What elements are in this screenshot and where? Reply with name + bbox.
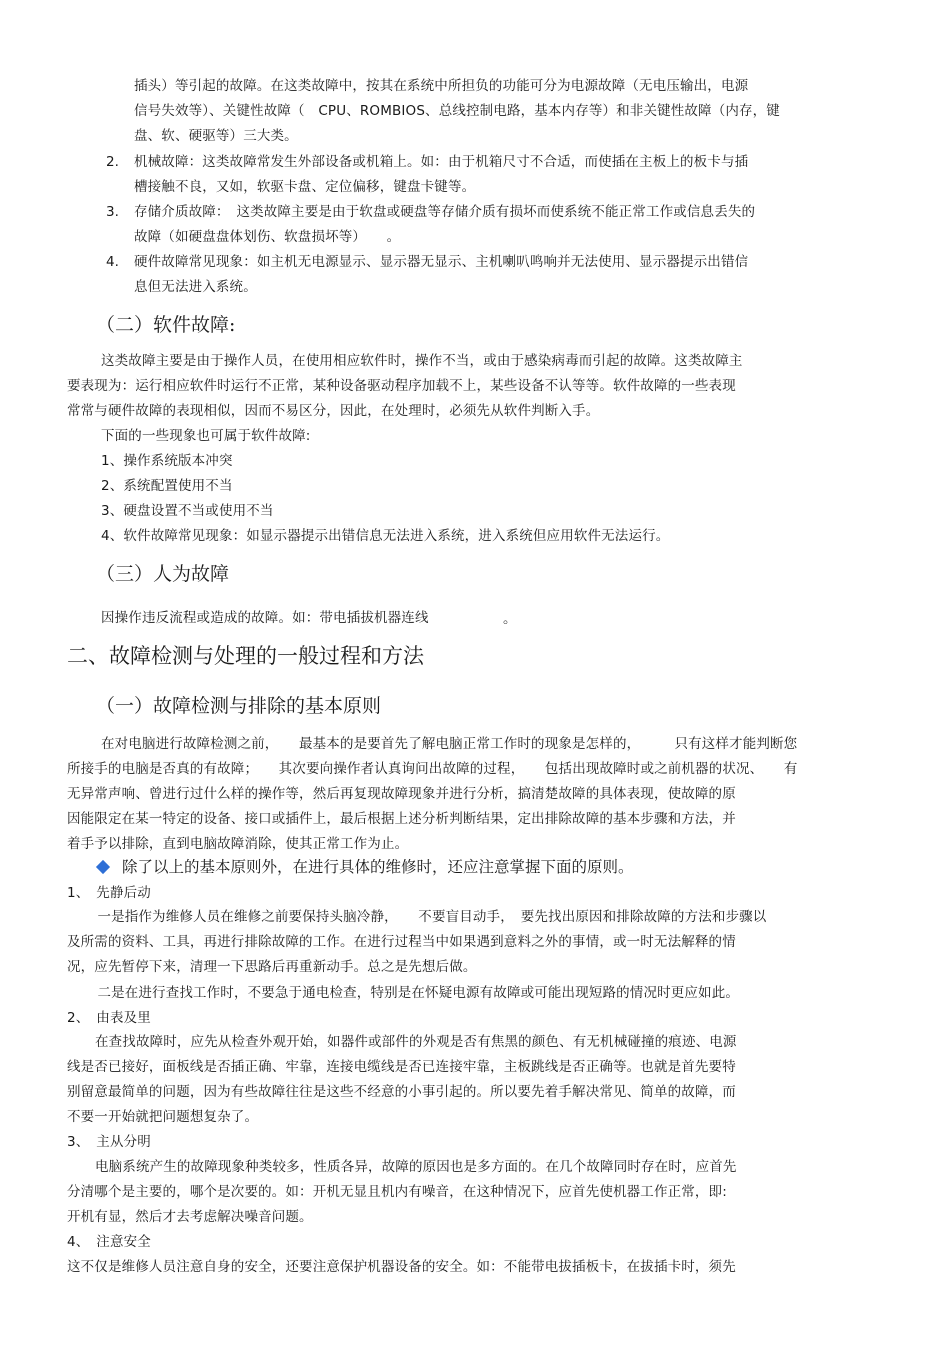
paragraph-tail: 。 bbox=[503, 611, 517, 627]
list-number: 2. bbox=[106, 154, 119, 170]
paragraph-line: 插头）等引起的故障。在这类故障中，按其在系统中所担负的功能可分为电源故障（无电压输出，电源 bbox=[134, 78, 749, 94]
list-item-line: 机械故障：这类故障常发生外部设备或机箱上。如：由于机箱尺寸不合适，而使插在主板上的板卡与插 bbox=[134, 154, 749, 170]
list-number: 3. bbox=[106, 204, 119, 220]
section-heading-human: （三）人为故障 bbox=[96, 563, 230, 585]
section-heading-software: （二）软件故障: bbox=[96, 314, 236, 336]
principle-title: 3、 主从分明 bbox=[67, 1134, 151, 1150]
list-item: 4、软件故障常见现象：如显示器提示出错信息无法进入系统，进入系统但应用软件无法运行。 bbox=[101, 528, 670, 544]
paragraph-line: 不要一开始就把问题想复杂了。 bbox=[67, 1109, 259, 1125]
list-item-line: 硬件故障常见现象：如主机无电源显示、显示器无显示、主机喇叭鸣响并无法使用、显示器提示出错信 bbox=[134, 254, 749, 270]
list-number: 4. bbox=[106, 254, 119, 270]
paragraph-line: 无异常声响、曾进行过什么样的操作等，然后再复现故障现象并进行分析，搞清楚故障的具体表现，使故障的原 bbox=[67, 786, 736, 802]
list-item: 1、操作系统版本冲突 bbox=[101, 453, 233, 469]
principle-title: 1、 先静后动 bbox=[67, 885, 151, 901]
paragraph-line: 一是指作为维修人员在维修之前要保持头脑冷静， 不要盲目动手， 要先找出原因和排除故障的方法和步骤以 bbox=[93, 909, 767, 925]
paragraph-line: 在对电脑进行故障检测之前， 最基本的是要首先了解电脑正常工作时的现象是怎样的， 只有这样才能判断您 bbox=[101, 736, 798, 752]
list-item-line: 槽接触不良，又如，软驱卡盘、定位偏移，键盘卡键等。 bbox=[134, 179, 476, 195]
section-heading-principles: （一）故障检测与排除的基本原则 bbox=[96, 695, 382, 717]
paragraph-line: 盘、软、硬驱等）三大类。 bbox=[134, 128, 298, 144]
paragraph-line: 别留意最简单的问题，因为有些故障往往是这些不经意的小事引起的。所以要先着手解决常见、简单的故障，而 bbox=[67, 1084, 736, 1100]
paragraph-line: 因操作违反流程或造成的故障。如：带电插拔机器连线 bbox=[101, 610, 429, 626]
paragraph-line: 及所需的资料、工具，再进行排除故障的工作。在进行过程当中如果遇到意料之外的事情，或一时无法解释的情 bbox=[67, 934, 736, 950]
diamond-bullet-icon bbox=[96, 860, 110, 874]
list-item-line: 存储介质故障： 这类故障主要是由于软盘或硬盘等存储介质有损坏而使系统不能正常工作或信息丢失的 bbox=[134, 204, 756, 220]
list-item-line: 息但无法进入系统。 bbox=[134, 279, 257, 295]
paragraph-line: 要表现为：运行相应软件时运行不正常，某种设备驱动程序加载不上，某些设备不认等等。软件故障的一些表现 bbox=[67, 378, 736, 394]
principle-title: 2、 由表及里 bbox=[67, 1010, 151, 1026]
chapter-heading: 二、故障检测与处理的一般过程和方法 bbox=[67, 644, 424, 668]
paragraph-line: 这类故障主要是由于操作人员，在使用相应软件时，操作不当，或由于感染病毒而引起的故障。这类故障主 bbox=[101, 353, 743, 369]
paragraph-line: 开机有显，然后才去考虑解决噪音问题。 bbox=[67, 1209, 313, 1225]
paragraph-line: 所接手的电脑是否真的有故障； 其次要向操作者认真询问出故障的过程， 包括出现故障时或之前机器的状况、 有 bbox=[67, 761, 798, 777]
paragraph-line: 电脑系统产生的故障现象种类较多，性质各异，故障的原因也是多方面的。在几个故障同时存在时，应首先 bbox=[95, 1159, 737, 1175]
paragraph-line: 着手予以排除，直到电脑故障消除，使其正常工作为止。 bbox=[67, 836, 409, 852]
list-item: 3、硬盘设置不当或使用不当 bbox=[101, 503, 274, 519]
paragraph-line: 在查找故障时，应先从检查外观开始，如器件或部件的外观是否有焦黑的颜色、有无机械碰撞的痕迹、电源 bbox=[95, 1034, 737, 1050]
list-item-line: 故障（如硬盘盘体划伤、软盘损坏等） 。 bbox=[134, 229, 401, 245]
paragraph-line: 况，应先暂停下来，清理一下思路后再重新动手。总之是先想后做。 bbox=[67, 959, 477, 975]
paragraph-line: 信号失效等）、关键性故障（ CPU、ROMBIOS、总线控制电路，基本内存等）和非关键性故障（内存，键 bbox=[134, 103, 780, 119]
list-item: 2、系统配置使用不当 bbox=[101, 478, 233, 494]
paragraph-line: 这不仅是维修人员注意自身的安全，还要注意保护机器设备的安全。如：不能带电拔插板卡，在拔插卡时，须先 bbox=[67, 1259, 736, 1275]
paragraph-line: 常常与硬件故障的表现相似，因而不易区分，因此，在处理时，必须先从软件判断入手。 bbox=[67, 403, 600, 419]
bullet-text: 除了以上的基本原则外，在进行具体的维修时，还应注意掌握下面的原则。 bbox=[122, 858, 634, 876]
paragraph-line: 线是否已接好，面板线是否插正确、牢靠，连接电缆线是否已连接牢靠，主板跳线是否正确等。也就是首先要特 bbox=[67, 1059, 736, 1075]
paragraph-line: 下面的一些现象也可属于软件故障: bbox=[101, 428, 311, 444]
paragraph-line: 二是在进行查找工作时，不要急于通电检查，特别是在怀疑电源有故障或可能出现短路的情况时更应如此。 bbox=[93, 985, 739, 1001]
paragraph-line: 分清哪个是主要的，哪个是次要的。如：开机无显且机内有噪音，在这种情况下，应首先使机器工作正常，即: bbox=[67, 1184, 727, 1200]
principle-title: 4、 注意安全 bbox=[67, 1234, 151, 1250]
paragraph-line: 因能限定在某一特定的设备、接口或插件上，最后根据上述分析判断结果，定出排除故障的基本步骤和方法，并 bbox=[67, 811, 736, 827]
